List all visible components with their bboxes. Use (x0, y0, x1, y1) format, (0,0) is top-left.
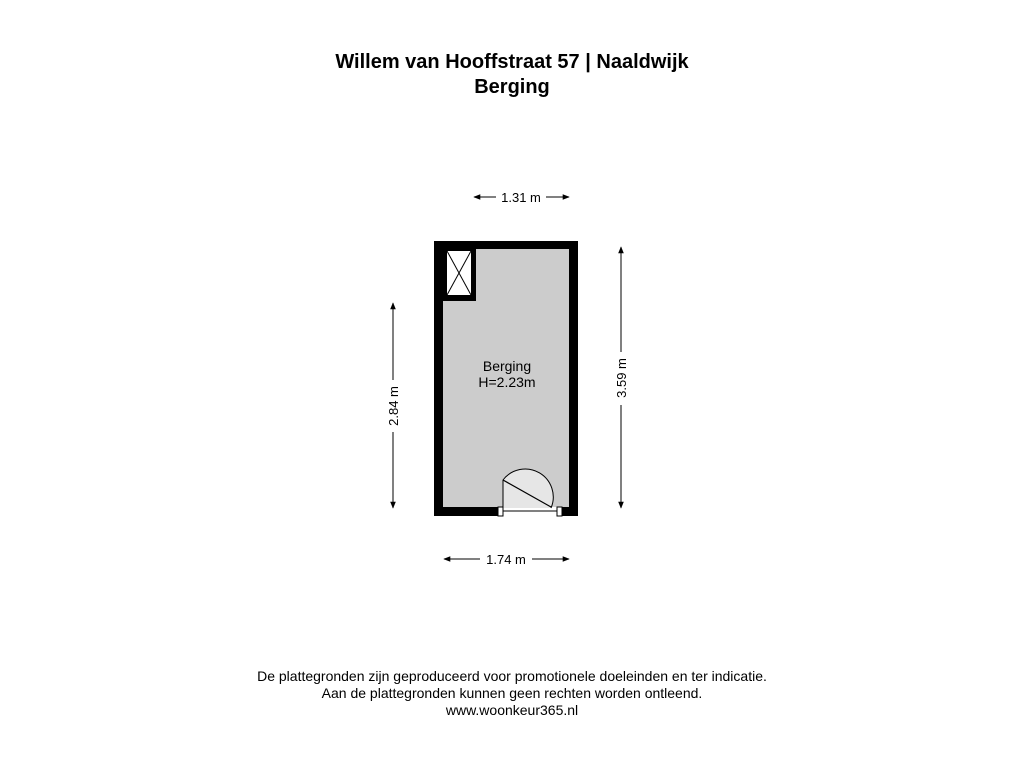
door-jamb-left (498, 507, 503, 516)
page-title: Willem van Hooffstraat 57 | Naaldwijk (335, 51, 689, 73)
room-height: H=2.23m (478, 374, 536, 390)
dim-left-label: 2.84 m (386, 386, 401, 426)
dim-right-label: 3.59 m (614, 358, 629, 398)
dim-bottom-label: 1.74 m (486, 552, 526, 567)
disclaimer-line-1: De plattegronden zijn geproduceerd voor promotionele doeleinden en ter indicatie. (257, 668, 767, 684)
page-subtitle: Berging (474, 76, 550, 98)
website-link[interactable]: www.woonkeur365.nl (445, 702, 579, 718)
disclaimer-line-2: Aan de plattegronden kunnen geen rechten worden ontleend. (321, 685, 703, 701)
door-jamb-right (557, 507, 562, 516)
room-name: Berging (482, 358, 532, 374)
dim-top-label: 1.31 m (501, 190, 541, 205)
